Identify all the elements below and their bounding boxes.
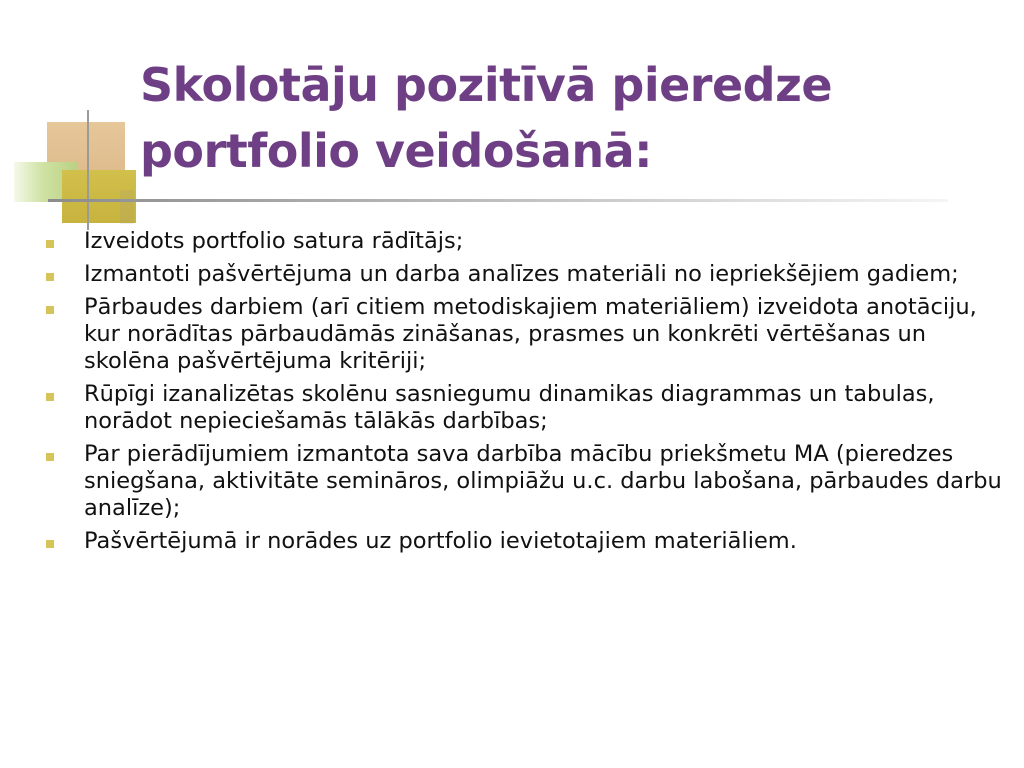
bullet-item: [44, 294, 1004, 375]
bullet-text: Pārbaudes darbiem (arī citiem metodiskajiem materiāliem) izveidota anotāciju, kur norādītas pārbaudāmās zināšanas, prasmes un konkrēti vērtēšanas un skolēna pašvērtējuma kritēriji;: [84, 294, 977, 374]
title-underline-rule: [48, 199, 948, 202]
bullet-text: Rūpīgi izanalizētas skolēnu sasniegumu dinamikas diagrammas un tabulas, norādot nepieciešamās tālākās darbības;: [84, 381, 935, 434]
title-line-1: Skolotāju pozitīvā pieredze: [140, 58, 833, 112]
slide-title: [140, 52, 1000, 184]
title-line-2: portfolio veidošanā:: [140, 124, 653, 178]
bullet-text: Izveidots portfolio satura rādītājs;: [84, 228, 464, 254]
bullet-list: [44, 228, 1004, 561]
vertical-rule: [87, 110, 89, 230]
bullet-square-icon: [46, 273, 54, 281]
bullet-square-icon: [46, 540, 54, 548]
bullet-item: [44, 228, 1004, 255]
square-shadow: [120, 190, 134, 224]
bullet-square-icon: [46, 453, 54, 461]
bullet-item: [44, 381, 1004, 435]
bullet-item: [44, 528, 1004, 555]
bullet-square-icon: [46, 393, 54, 401]
bullet-square-icon: [46, 240, 54, 248]
bullet-item: [44, 261, 1004, 288]
decorative-squares: [0, 0, 160, 230]
bullet-text: Izmantoti pašvērtējuma un darba analīzes materiāli no iepriekšējiem gadiem;: [84, 261, 959, 287]
bullet-text: Pašvērtējumā ir norādes uz portfolio ievietotajiem materiāliem.: [84, 528, 797, 554]
bullet-square-icon: [46, 306, 54, 314]
bullet-text: Par pierādījumiem izmantota sava darbība mācību priekšmetu MA (pieredzes sniegšana, aktivitāte semināros, olimpiāžu u.c. darbu labošana, pārbaudes darbu analīze);: [84, 441, 1002, 521]
bullet-item: [44, 441, 1004, 522]
